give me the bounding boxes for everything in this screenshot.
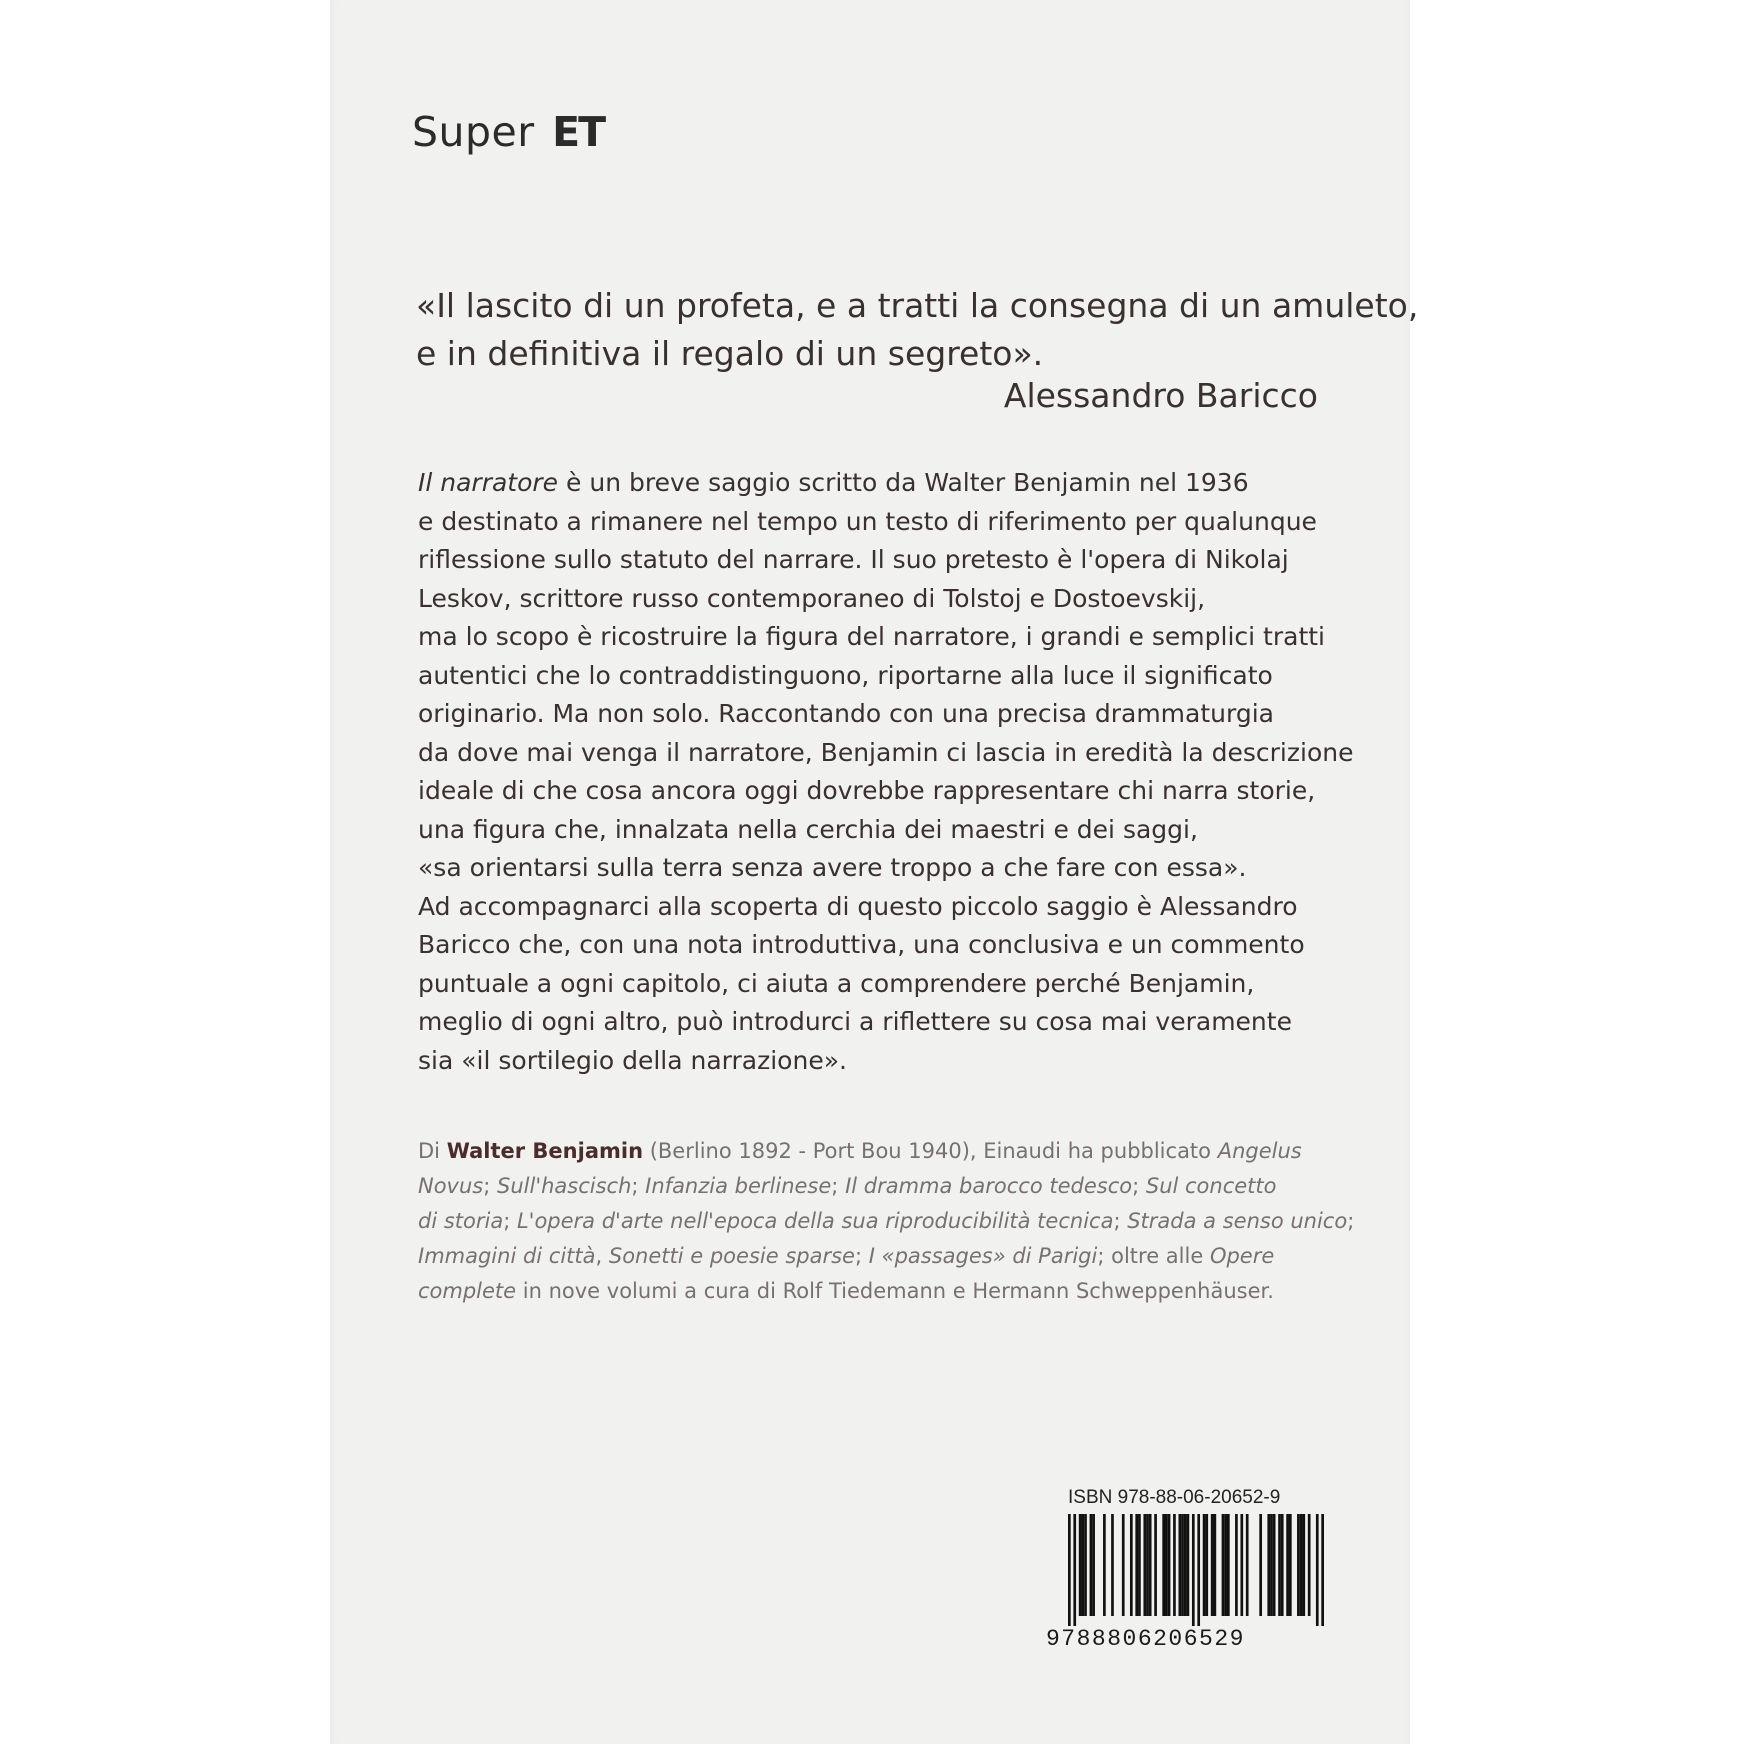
- barcode-bar: [1281, 1514, 1284, 1616]
- quote-line: «Il lascito di un profeta, e a tratti la consegna di un amuleto,: [416, 286, 1419, 325]
- blurb-line: originario. Ma non solo. Raccontando con una precisa drammaturgia: [418, 699, 1274, 728]
- bio-line: Di Walter Benjamin (Berlino 1892 - Port Bou 1940), Einaudi ha pubblicato Angelus: [418, 1139, 1302, 1163]
- barcode-bar: [1149, 1514, 1152, 1616]
- barcode-bar: [1122, 1514, 1125, 1616]
- barcode-bar: [1081, 1514, 1084, 1616]
- blurb-line: Baricco che, con una nota introduttiva, una conclusiva e un commento: [418, 930, 1305, 959]
- barcode-bar: [1308, 1514, 1311, 1616]
- blurb-line: Leskov, scrittore russo contemporaneo di Tolstoj e Dostoevskij,: [418, 583, 1206, 613]
- barcode-bar: [1246, 1514, 1249, 1616]
- blurb-line: sia «il sortilegio della narrazione».: [418, 1045, 847, 1075]
- barcode-bar: [1302, 1514, 1305, 1616]
- barcode-bar: [1235, 1514, 1238, 1616]
- barcode-bar: [1154, 1514, 1157, 1616]
- quote-author: Alessandro Baricco: [1003, 376, 1318, 415]
- bio-line: Novus; Sull'hascisch; Infanzia berlinese; Il dramma barocco tedesco; Sul concetto: [418, 1174, 1277, 1198]
- barcode-bar: [1278, 1514, 1281, 1616]
- barcode-bar: [1192, 1514, 1195, 1626]
- barcode-bar: [1084, 1514, 1087, 1616]
- series-logo-prefix: Super: [412, 108, 535, 156]
- barcode-bar: [1111, 1514, 1114, 1616]
- isbn-label: ISBN 978-88-06-20652-9: [1068, 1487, 1281, 1508]
- blurb-line: e destinato a rimanere nel tempo un testo di riferimento per qualunque: [418, 506, 1317, 536]
- bio-line: Immagini di città, Sonetti e poesie sparse; I «passages» di Parigi; oltre alle Opere: [418, 1244, 1275, 1268]
- blurb-line: ma lo scopo è ricostruire la figura del narratore, i grandi e semplici tratti: [418, 622, 1325, 651]
- barcode-bar: [1270, 1514, 1273, 1616]
- barcode-digits: 9788806206529: [1046, 1626, 1245, 1652]
- barcode-bar: [1300, 1514, 1303, 1616]
- barcode-bar: [1187, 1514, 1190, 1616]
- blurb: [418, 464, 1354, 1080]
- barcode-bar: [1168, 1514, 1171, 1616]
- barcode-bar: [1205, 1514, 1208, 1616]
- barcode-bar: [1289, 1514, 1292, 1616]
- barcode-bar: [1079, 1514, 1082, 1616]
- barcode-bar: [1297, 1514, 1300, 1616]
- barcode-bar: [1222, 1514, 1225, 1616]
- barcode-bar: [1240, 1514, 1243, 1616]
- barcode-bar: [1090, 1514, 1093, 1616]
- blurb-line: «sa orientarsi sulla terra senza avere troppo a che fare con essa».: [418, 853, 1247, 882]
- blurb-line: autentici che lo contraddistinguono, riportarne alla luce il significato: [418, 660, 1273, 690]
- barcode-bar: [1184, 1514, 1187, 1616]
- pull-quote: [416, 282, 1419, 378]
- blurb-line: Ad accompagnarci alla scoperta di questo piccolo saggio è Alessandro: [418, 891, 1298, 921]
- barcode-bar: [1286, 1514, 1289, 1616]
- barcode-bar: [1316, 1514, 1319, 1626]
- barcode-bar: [1130, 1514, 1133, 1616]
- bio-line: di storia; L'opera d'arte nell'epoca della sua riproducibilità tecnica; Strada a senso unico;: [418, 1209, 1355, 1233]
- author-bio: [418, 1134, 1355, 1309]
- barcode-bar: [1103, 1514, 1106, 1616]
- quote-line: e in definitiva il regalo di un segreto».: [416, 334, 1044, 373]
- barcode-bar: [1321, 1514, 1324, 1626]
- blurb-line: ideale di che cosa ancora oggi dovrebbe rappresentare chi narra storie,: [418, 776, 1316, 805]
- barcode-bar: [1197, 1514, 1200, 1626]
- barcode-bar: [1214, 1514, 1217, 1616]
- barcode-bar: [1211, 1514, 1214, 1616]
- barcode-bar: [1224, 1514, 1227, 1616]
- blurb-line: da dove mai venga il narratore, Benjamin ci lascia in eredità la descrizione: [418, 737, 1354, 767]
- blurb-line: meglio di ogni altro, può introdurci a riflettere su cosa mai veramente: [418, 1007, 1292, 1036]
- barcode-bar: [1173, 1514, 1176, 1616]
- bio-line: complete in nove volumi a cura di Rolf Tiedemann e Hermann Schweppenhäuser.: [418, 1279, 1274, 1303]
- barcode-bar: [1135, 1514, 1138, 1616]
- barcode-bar: [1181, 1514, 1184, 1616]
- barcode-bar: [1203, 1514, 1206, 1616]
- barcode-bar: [1143, 1514, 1146, 1616]
- author-name: Walter Benjamin: [446, 1139, 644, 1163]
- barcode-bar: [1259, 1514, 1262, 1616]
- barcode-bar: [1162, 1514, 1165, 1616]
- blurb-line: una figura che, innalzata nella cerchia dei maestri e dei saggi,: [418, 814, 1198, 844]
- blurb-line: Il narratore è un breve saggio scritto da Walter Benjamin nel 1936: [418, 468, 1249, 497]
- barcode-bar: [1073, 1514, 1076, 1626]
- barcode: [1068, 1514, 1324, 1626]
- series-logo-mark: ET: [552, 108, 605, 156]
- barcode-bar: [1178, 1514, 1181, 1616]
- series-logo: [412, 108, 604, 156]
- barcode-bar: [1227, 1514, 1230, 1616]
- barcode-bar: [1273, 1514, 1276, 1616]
- book-title-italic: Il narratore: [418, 468, 559, 497]
- barcode-bar: [1165, 1514, 1168, 1616]
- barcode-bar: [1267, 1514, 1270, 1616]
- barcode-bar: [1146, 1514, 1149, 1616]
- barcode-bar: [1068, 1514, 1071, 1626]
- barcode-bar: [1092, 1514, 1095, 1616]
- barcode-bar: [1138, 1514, 1141, 1616]
- blurb-line: puntuale a ogni capitolo, ci aiuta a comprendere perché Benjamin,: [418, 968, 1255, 998]
- blurb-line: riflessione sullo statuto del narrare. Il suo pretesto è l'opera di Nikolaj: [418, 545, 1289, 574]
